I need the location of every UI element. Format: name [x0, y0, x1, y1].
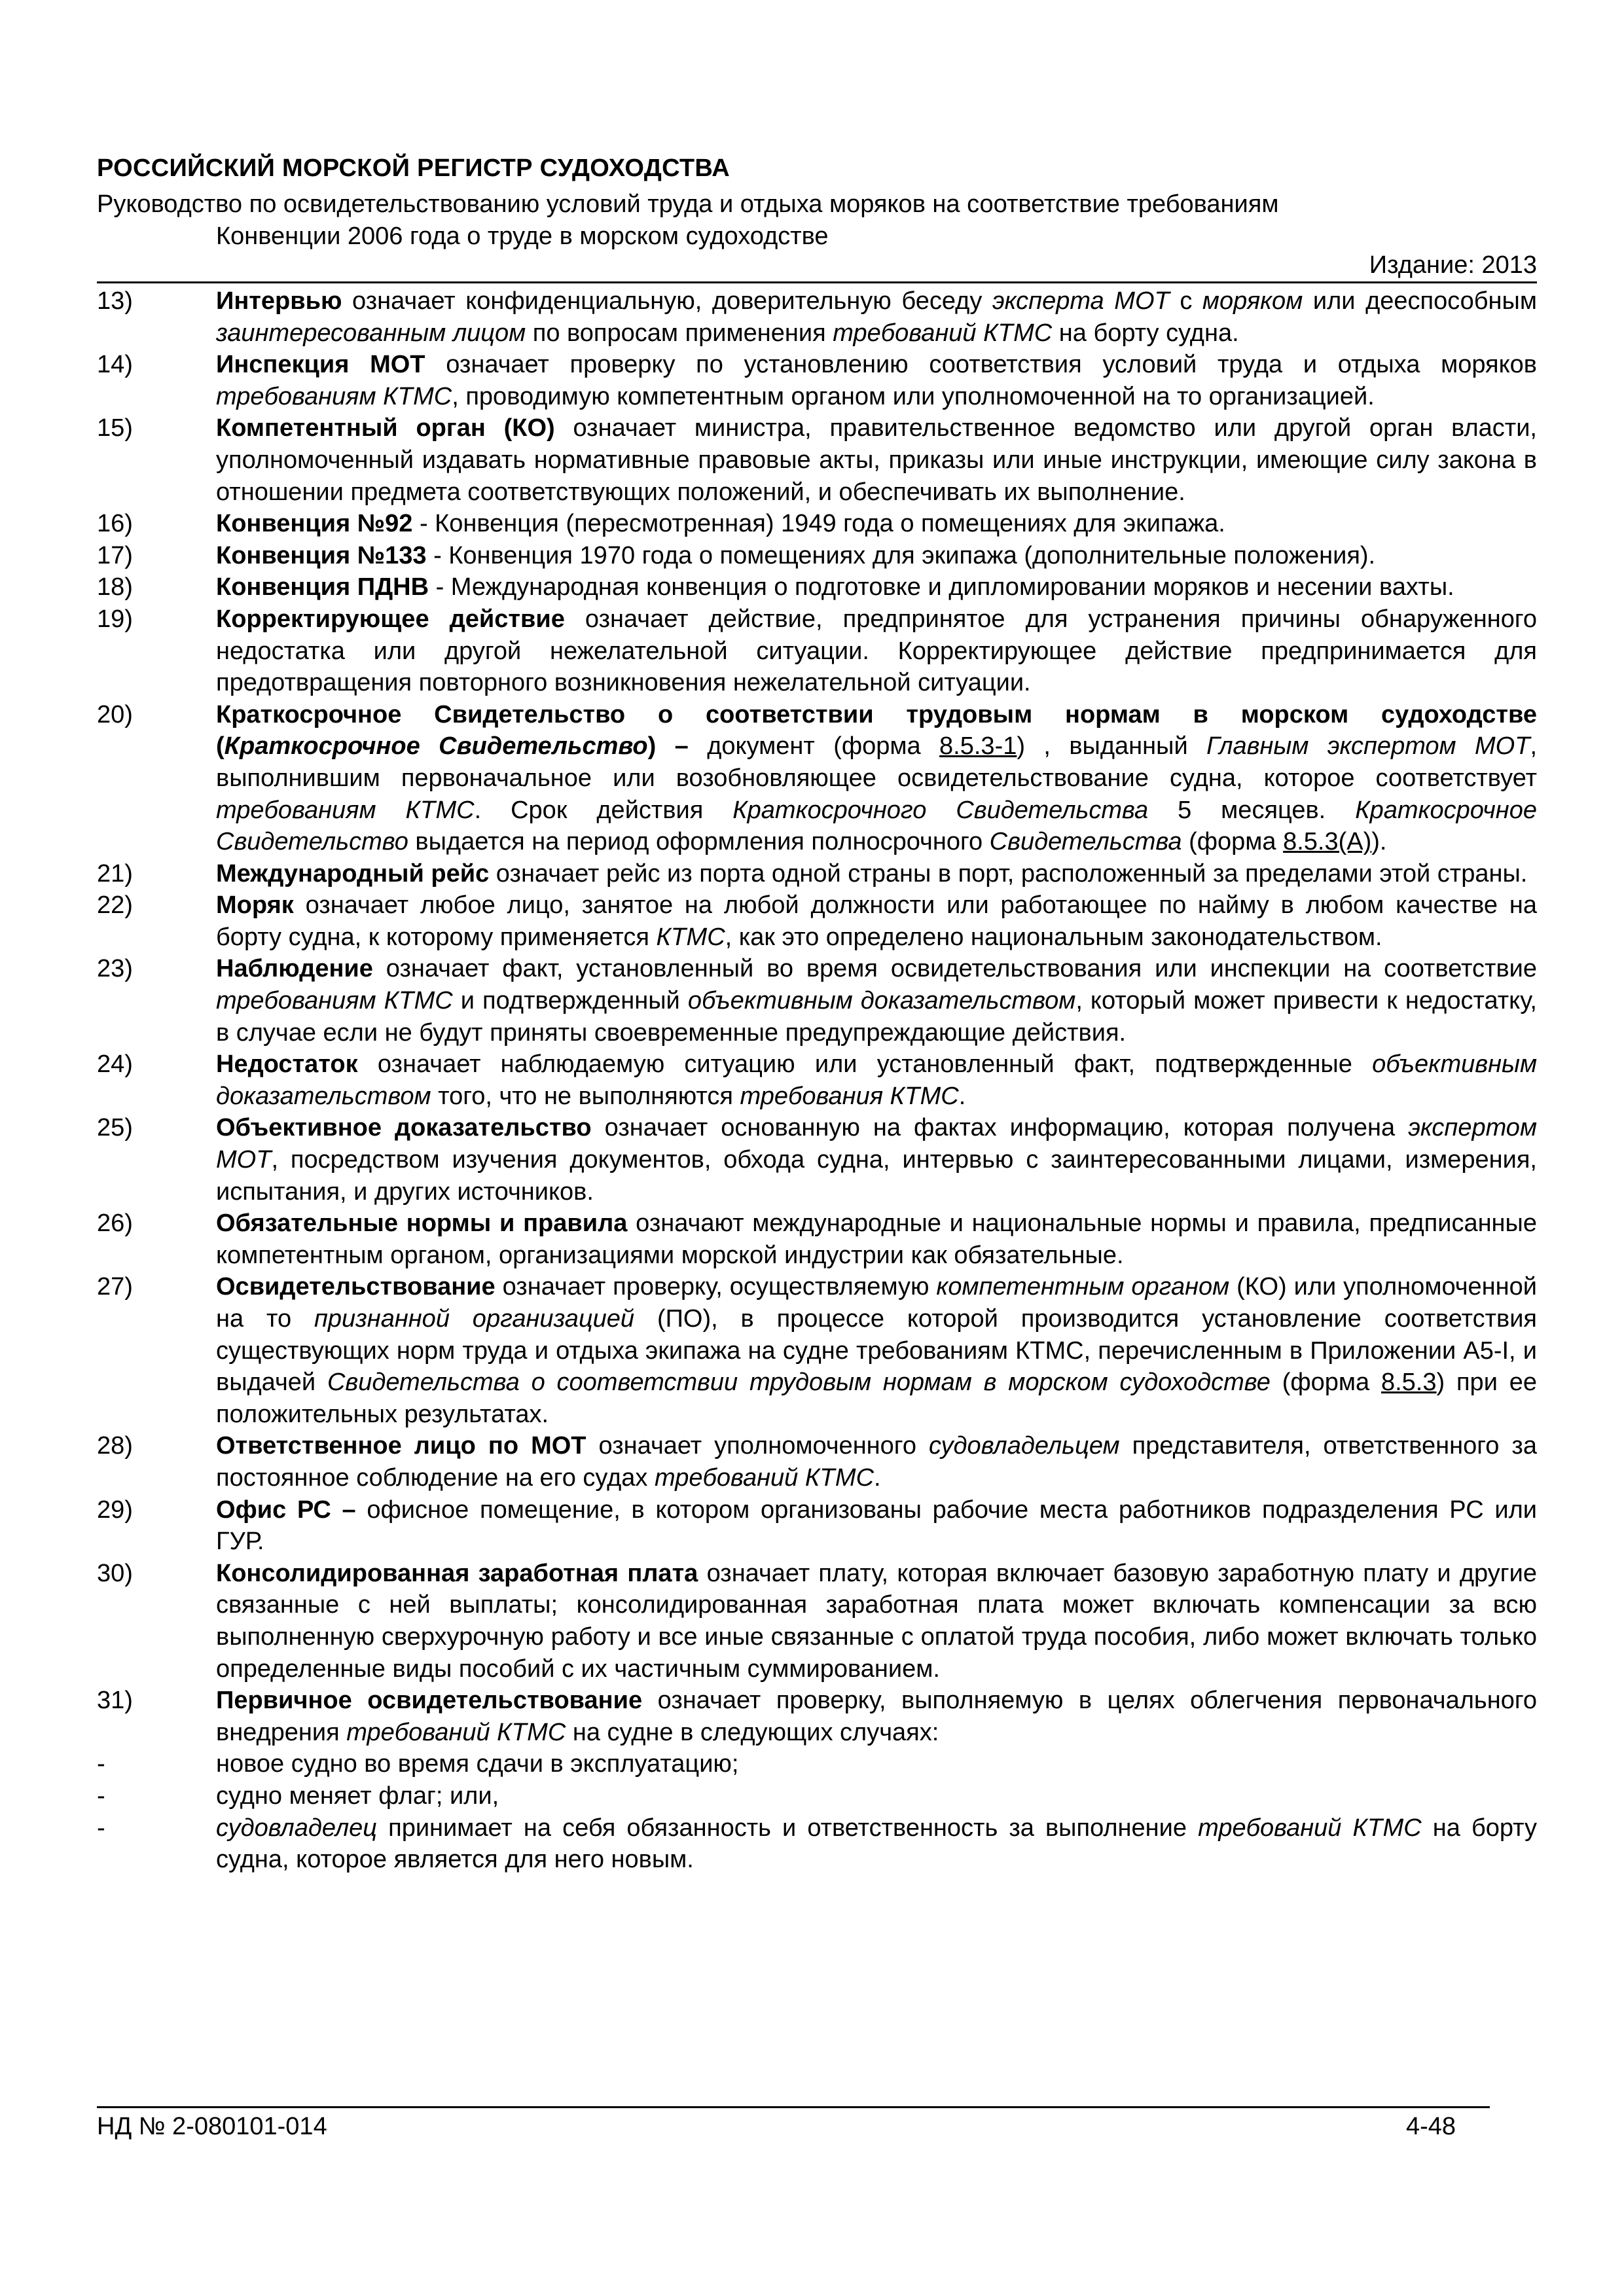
item-text	[216, 953, 1537, 1049]
item-text	[216, 1558, 1537, 1685]
term: Интервью	[216, 287, 342, 315]
item-number: 22)	[97, 891, 133, 920]
term: Консолидированная заработная плата	[216, 1559, 698, 1587]
term: Конвенция №92	[216, 510, 413, 538]
item-number: 27)	[97, 1273, 133, 1301]
definition-item-27	[97, 1271, 1537, 1430]
definition-item-25	[97, 1112, 1537, 1208]
italic-run: требований КТМС	[833, 319, 1053, 347]
text-run: принимает на себя обязанность и ответственность за выполнение	[377, 1814, 1199, 1842]
text-run: означает основанную на фактах информацию, которая получена	[591, 1114, 1409, 1142]
edition-label: Издание: 2013	[1369, 251, 1537, 279]
term: ) –	[647, 732, 689, 761]
text-run: , как это определено национальным законодательством.	[725, 923, 1382, 951]
form-link[interactable]: 8.5.3-1	[939, 732, 1017, 761]
item-text: новое судно во время сдачи в эксплуатацию;	[216, 1750, 739, 1778]
italic-run: объективным доказательством	[687, 987, 1076, 1015]
definition-item-24	[97, 1049, 1537, 1112]
text-run: и подтвержденный	[452, 987, 688, 1015]
form-link[interactable]: 8.5.3(А)	[1283, 828, 1372, 856]
text-run: (форма	[1270, 1369, 1381, 1397]
item-text	[216, 1494, 1537, 1558]
text-run: документ (форма	[688, 732, 940, 761]
term: Корректирующее действие	[216, 605, 565, 633]
definition-item-29	[97, 1494, 1537, 1558]
text-run: ) , выданный	[1017, 732, 1207, 761]
text-run: (форма	[1182, 828, 1284, 856]
term: Первичное освидетельствование	[216, 1687, 643, 1715]
text-run: , который может привести к недостатку, в случае если не будут приняты своевременные предупреждающие действия.	[216, 987, 1537, 1047]
document-title-line-2: Конвенции 2006 года о труде в морском судоходстве	[216, 223, 829, 250]
text-run: того, что не выполняются	[431, 1082, 740, 1110]
italic-run: Краткосрочное Свидетельство	[216, 796, 1537, 856]
item-text	[216, 508, 1537, 540]
text-run: - Конвенция (пересмотренная) 1949 года о помещениях для экипажа.	[412, 510, 1225, 538]
italic-run: судовладельцем	[928, 1432, 1120, 1460]
bullet-dash: -	[97, 1782, 105, 1810]
text-run: означает проверку, осуществляемую	[495, 1273, 937, 1301]
italic-run: признанной организацией	[314, 1305, 635, 1333]
item-text	[216, 1271, 1537, 1430]
italic-term: Краткосрочное Свидетельство	[224, 732, 648, 761]
text-run: означает факт, установленный во время освидетельствования или инспекции на соответствие	[372, 955, 1537, 983]
term: Недостаток	[216, 1050, 358, 1079]
item-text	[216, 1430, 1537, 1494]
italic-run: Краткосрочного Свидетельства	[732, 796, 1149, 824]
item-number: 26)	[97, 1210, 133, 1238]
term: Обязательные нормы и правила	[216, 1210, 628, 1238]
bullet-item	[97, 1780, 1537, 1812]
italic-run: требований КТМС	[1198, 1814, 1422, 1842]
item-text	[216, 540, 1537, 572]
definition-item-23	[97, 953, 1537, 1049]
item-text	[216, 571, 1537, 603]
document-page	[97, 0, 1537, 2296]
item-number: 28)	[97, 1432, 133, 1460]
definition-item-17	[97, 540, 1537, 572]
term: Офис РС –	[216, 1496, 356, 1524]
definition-item-28	[97, 1430, 1537, 1494]
item-text	[216, 1112, 1537, 1208]
bullet-item	[97, 1748, 1537, 1780]
italic-run: Свидетельства	[989, 828, 1182, 856]
bullet-dash: -	[97, 1750, 105, 1778]
italic-run: требований КТМС	[655, 1463, 875, 1492]
text-run: , посредством изучения документов, обхода судна, интервью с заинтересованными лицами, измерения, испытания, и других источников.	[216, 1146, 1537, 1206]
item-number: 15)	[97, 414, 133, 442]
term: Ответственное лицо по МОТ	[216, 1432, 586, 1460]
document-title	[97, 188, 1537, 253]
item-number: 31)	[97, 1687, 133, 1715]
item-number: 30)	[97, 1559, 133, 1587]
italic-run: требований КТМС	[346, 1718, 566, 1746]
item-number: 25)	[97, 1114, 133, 1142]
italic-run: требования КТМС	[740, 1082, 959, 1110]
text-run: означает конфиденциальную, доверительную беседу	[342, 287, 992, 315]
italic-run: Главным экспертом МОТ	[1206, 732, 1530, 761]
text-run: (ПО), в процессе которой производится установление соответствия существующих норм труда и отдыха экипажа на судне требованиям КТМС, перечисленным в Приложении А5-I, и выдачей	[216, 1305, 1537, 1397]
text-run: ) при ее положительных результатах.	[216, 1369, 1537, 1428]
definition-item-16	[97, 508, 1537, 540]
italic-run: требованиям КТМС	[216, 987, 453, 1015]
item-text	[216, 1812, 1537, 1876]
text-run: означает уполномоченного	[586, 1432, 929, 1460]
italic-run: требованиям КТМС	[216, 382, 452, 410]
text-run: с	[1169, 287, 1202, 315]
term: Объективное доказательство	[216, 1114, 592, 1142]
text-run: означает рейс из порта одной страны в порт, расположенный за пределами этой страны.	[489, 859, 1528, 888]
definition-item-20	[97, 699, 1537, 858]
definition-item-19	[97, 603, 1537, 699]
bullet-item	[97, 1812, 1537, 1876]
text-run: на борту судна.	[1052, 319, 1239, 347]
text-run: означает министра, правительственное ведомство или другой орган власти, уполномоченный издавать нормативные правовые акты, приказы или иные инструкции, имеющие силу закона в отношении предмета соответствующих положений, и обеспечивать их выполнение.	[216, 414, 1537, 506]
definition-item-14	[97, 349, 1537, 412]
item-number: 14)	[97, 351, 133, 379]
term: Конвенция №133	[216, 541, 427, 569]
form-link[interactable]: 8.5.3	[1380, 1369, 1437, 1397]
item-text	[216, 699, 1537, 858]
italic-run: эксперта МОТ	[992, 287, 1170, 315]
italic-run: Свидетельства о соответствии трудовым нормам в морском судоходстве	[327, 1369, 1271, 1397]
footer-divider	[97, 2106, 1490, 2108]
text-run: означает наблюдаемую ситуацию или установленный факт, подтвержденные	[357, 1050, 1373, 1079]
text-run: , проводимую компетентным органом или уполномоченной на то организацией.	[452, 382, 1375, 410]
italic-run: экспертом МОТ	[216, 1114, 1537, 1174]
text-run: или дееспособным	[1303, 287, 1537, 315]
text-run: представителя, ответственного за постоянное соблюдение на его судах	[216, 1432, 1537, 1492]
definition-item-18	[97, 571, 1537, 603]
italic-run: судовладелец	[216, 1814, 378, 1842]
term: Наблюдение	[216, 955, 373, 983]
item-number: 16)	[97, 510, 133, 538]
item-number: 20)	[97, 700, 133, 728]
header-divider	[97, 281, 1537, 283]
item-text	[216, 1208, 1537, 1271]
text-run: (КО) или уполномоченной на то	[216, 1273, 1538, 1333]
item-text	[216, 858, 1537, 890]
text-run: означает любое лицо, занятое на любой должности или работающее по найму в любом качестве на борту судна, к которому применяется	[216, 891, 1537, 951]
item-text	[216, 603, 1537, 699]
definitions-list	[97, 285, 1537, 1876]
term: Краткосрочное Свидетельство о соответствии трудовым нормам в морском судоходстве (	[216, 700, 1537, 761]
text-run: означают международные и национальные нормы и правила, предписанные компетентным органом, организациями морской индустрии как обязательные.	[216, 1210, 1537, 1269]
item-number: 13)	[97, 287, 133, 315]
item-number: 17)	[97, 541, 133, 569]
term: Инспекция МОТ	[216, 351, 425, 379]
italic-run: моряком	[1202, 287, 1303, 315]
definition-item-15	[97, 412, 1537, 508]
item-number: 18)	[97, 573, 133, 601]
definition-item-26	[97, 1208, 1537, 1271]
italic-run: КТМС	[656, 923, 725, 951]
item-text	[216, 1685, 1537, 1748]
italic-run: требованиям КТМС	[216, 796, 475, 824]
definition-item-13	[97, 285, 1537, 349]
term: Конвенция ПДНВ	[216, 573, 429, 601]
document-title-line-1: Руководство по освидетельствованию условий труда и отдыха моряков на соответствие требованиям	[97, 190, 1279, 218]
text-run: - Конвенция 1970 года о помещениях для экипажа (дополнительные положения).	[426, 541, 1376, 569]
text-run: на борту судна, которое является для него новым.	[216, 1814, 1537, 1874]
item-text	[216, 285, 1537, 349]
item-number: 29)	[97, 1496, 133, 1524]
definition-item-31	[97, 1685, 1537, 1748]
item-text	[216, 349, 1537, 412]
organization-title: РОССИЙСКИЙ МОРСКОЙ РЕГИСТР СУДОХОДСТВА	[97, 154, 730, 182]
text-run: - Международная конвенция о подготовке и дипломировании моряков и несении вахты.	[429, 573, 1454, 601]
item-number: 23)	[97, 955, 133, 983]
term: Моряк	[216, 891, 294, 920]
term: Освидетельствование	[216, 1273, 496, 1301]
item-text: судно меняет флаг; или,	[216, 1782, 499, 1810]
text-run: 5 месяцев.	[1148, 796, 1356, 824]
text-run: означает действие, предпринятое для устранения причины обнаруженного недостатка или другой нежелательной ситуации. Корректирующее действие предпринимается для предотвращения повторного возникновения нежелательной ситуации.	[216, 605, 1537, 697]
item-text	[216, 412, 1537, 508]
page-number: 4-48	[1406, 2113, 1456, 2140]
text-run: выдается на период оформления полносрочного	[408, 828, 990, 856]
text-run: .	[958, 1082, 966, 1110]
bullet-dash: -	[97, 1814, 105, 1842]
text-run: , выполнившим первоначальное или возобновляющее освидетельствование судна, которое соответствует	[216, 732, 1537, 792]
item-number: 24)	[97, 1050, 133, 1079]
text-run: .	[874, 1463, 881, 1492]
text-run: по вопросам применения	[526, 319, 833, 347]
italic-run: объективным доказательством	[216, 1050, 1537, 1110]
item-text	[216, 1049, 1537, 1112]
text-run: означает проверку по установлению соответствия условий труда и отдыха моряков	[425, 351, 1537, 379]
document-number: НД № 2-080101-014	[97, 2113, 327, 2140]
item-text	[216, 889, 1537, 953]
definition-item-22	[97, 889, 1537, 953]
item-number: 19)	[97, 605, 133, 633]
text-run: означает проверку, выполняемую в целях облегчения первоначального внедрения	[216, 1687, 1537, 1746]
term: Компетентный орган (КО)	[216, 414, 555, 442]
definition-item-30	[97, 1558, 1537, 1685]
text-run: . Срок действия	[474, 796, 733, 824]
text-run: ).	[1371, 828, 1387, 856]
definition-item-21	[97, 858, 1537, 890]
text-run: офисное помещение, в котором организованы рабочие места работников подразделения РС или ГУР.	[216, 1496, 1537, 1556]
italic-run: компетентным органом	[936, 1273, 1230, 1301]
italic-run: заинтересованным лицом	[216, 319, 526, 347]
text-run: означает плату, которая включает базовую заработную плату и другие связанные с ней выплаты; консолидированная заработная плата может включать компенсации за всю выполненную сверхурочную работу и все иные связанные с оплатой труда пособия, либо может включать только определенные виды пособий с их частичным суммированием.	[216, 1559, 1537, 1683]
text-run: на судне в следующих случаях:	[566, 1718, 939, 1746]
item-number: 21)	[97, 859, 133, 888]
term: Международный рейс	[216, 859, 490, 888]
